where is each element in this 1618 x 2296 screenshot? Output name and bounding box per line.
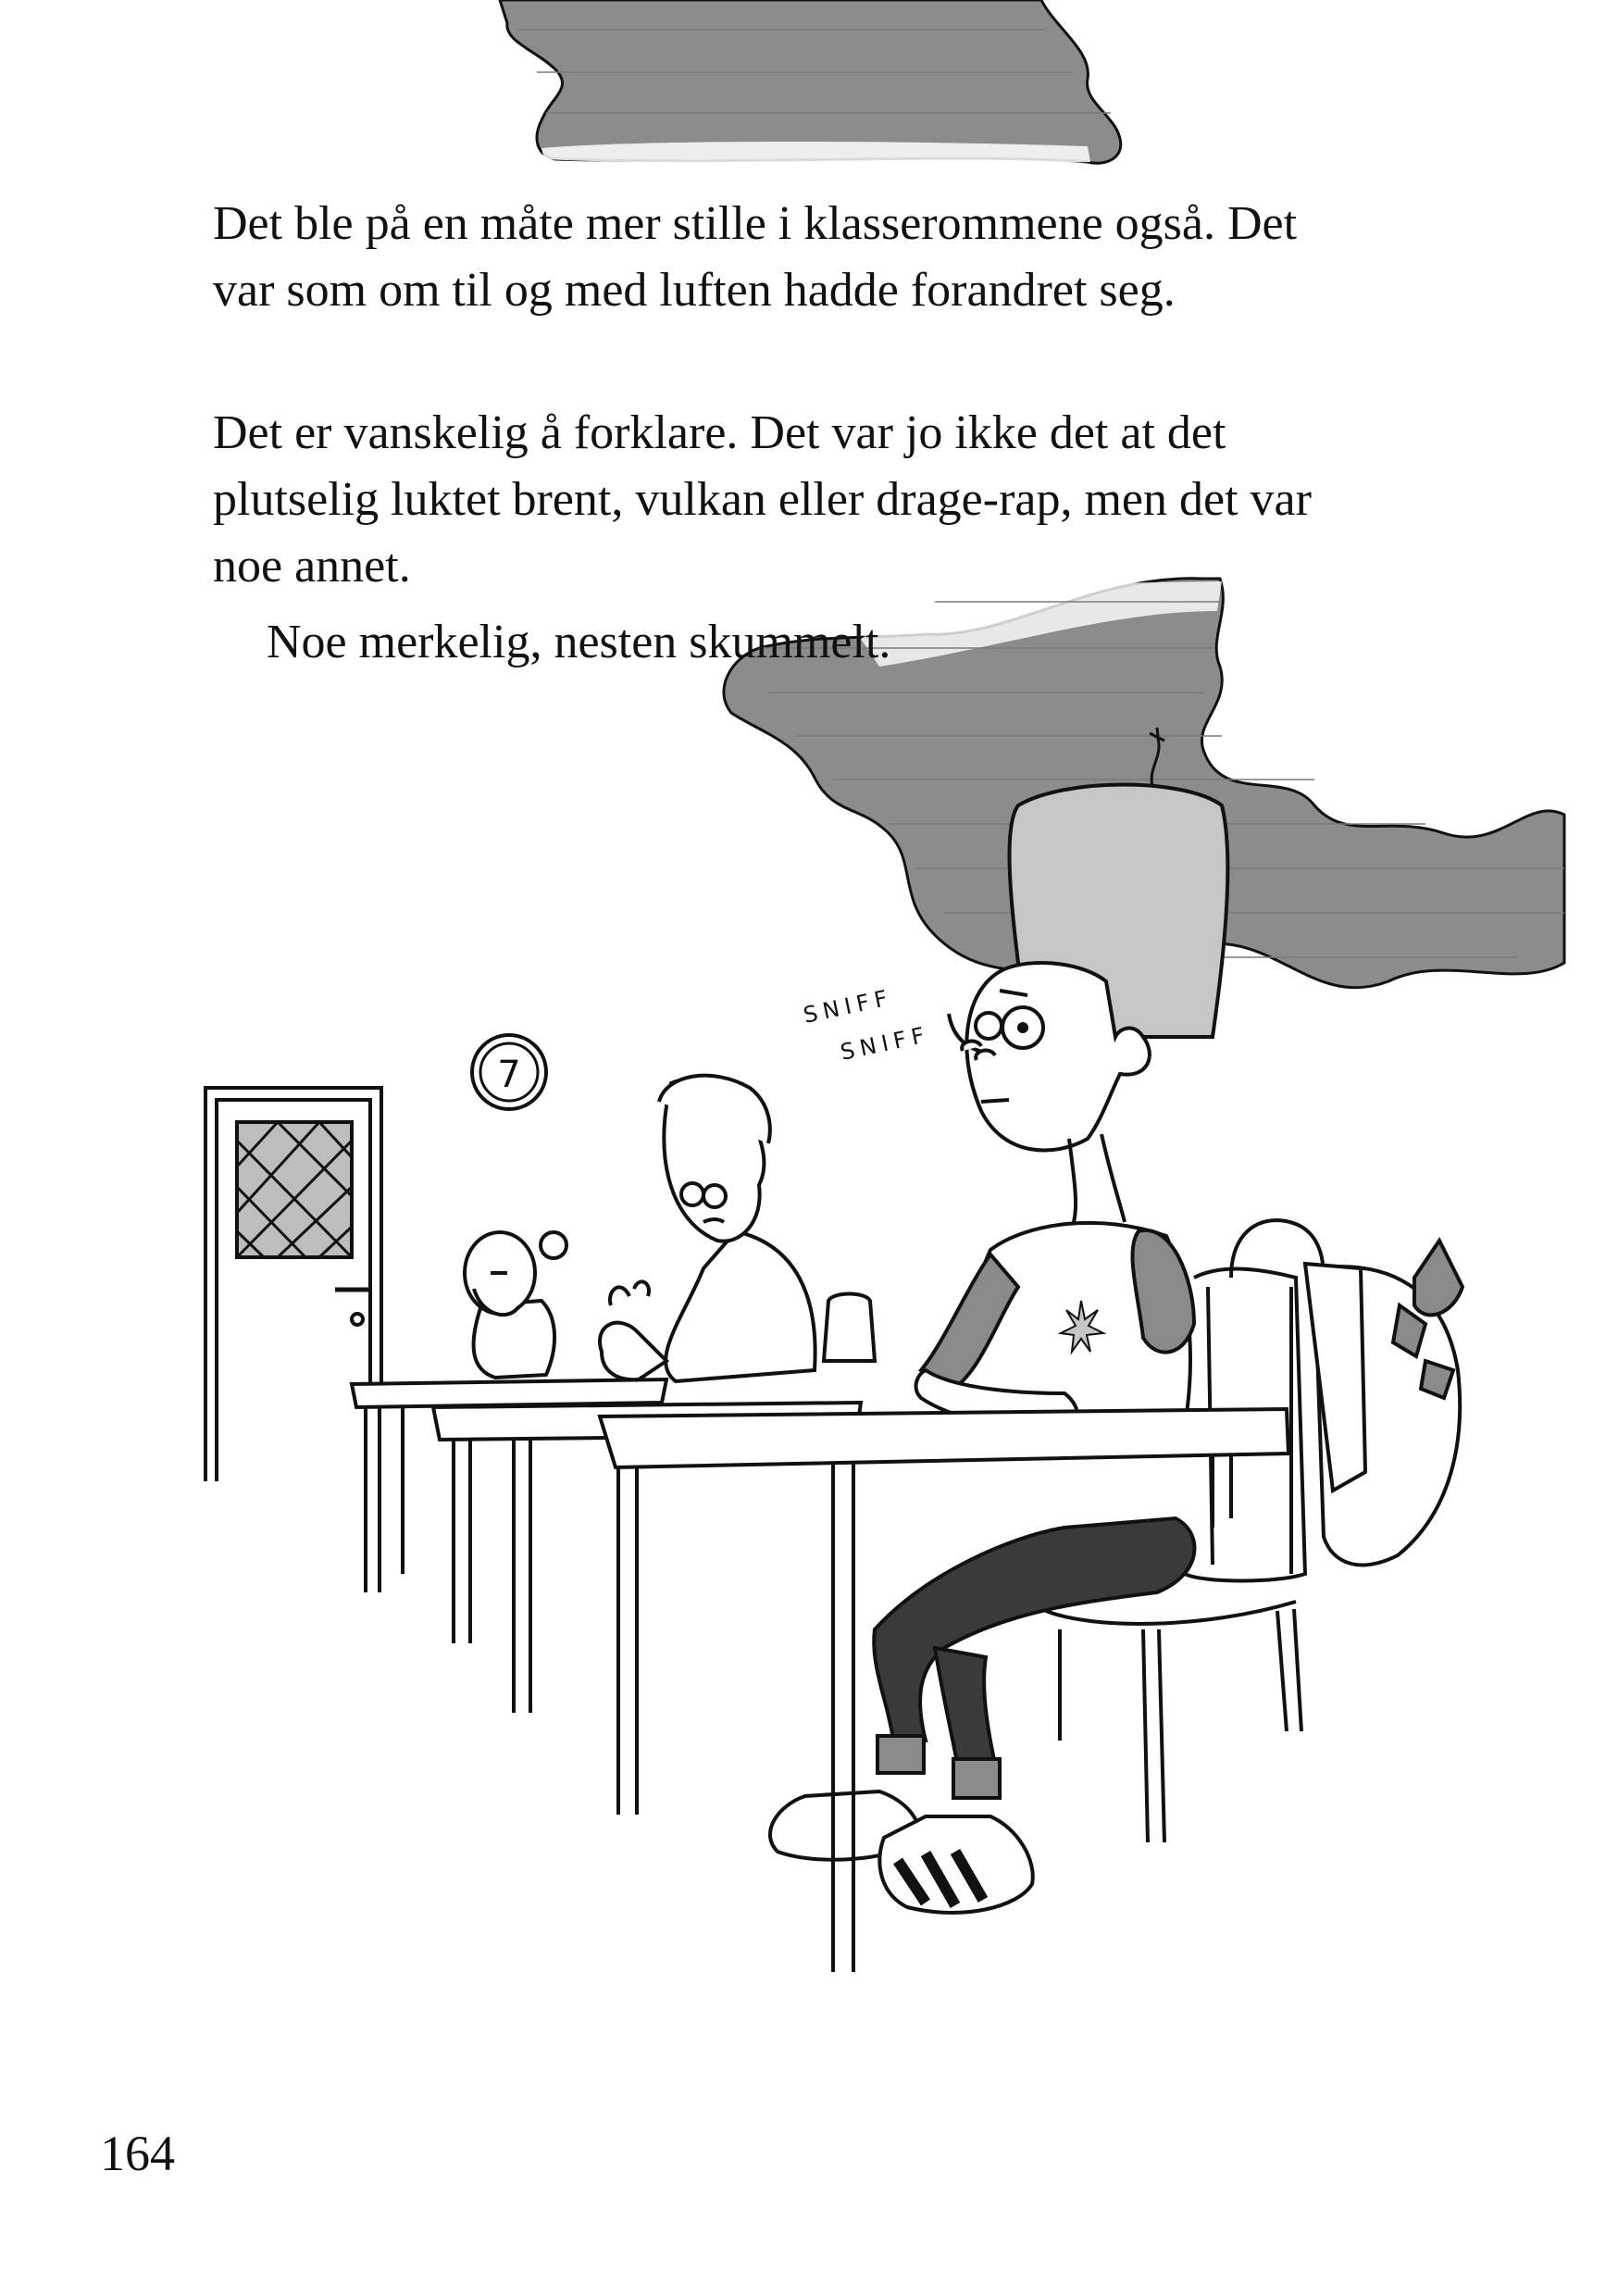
- classroom-door: [205, 1088, 381, 1481]
- paragraph-2-line-1: Det er vanskelig å forklare. Det var jo ikke det at det: [213, 406, 1226, 459]
- main-boy-sleeve: [1133, 1230, 1194, 1353]
- sniff-text-1: SNIFF: [801, 984, 895, 1029]
- paragraph-3-line-1: Noe merkelig, nesten skummelt.: [267, 616, 891, 668]
- paragraph-2-line-3: noe annet.: [213, 540, 411, 593]
- sniff-text-2: SNIFF: [838, 1021, 932, 1066]
- middle-backpack: [824, 1294, 875, 1362]
- paragraph-1-line-1: Det ble på en måte mer stille i klasserommene også. Det: [213, 197, 1298, 250]
- paragraph-1: [213, 191, 1509, 324]
- boy-student: [600, 1076, 815, 1381]
- clock-numeral: 7: [497, 1054, 521, 1096]
- paragraph-1-line-2: var som om til og med luften hadde forandret seg.: [213, 264, 1176, 317]
- paragraph-2: [213, 400, 1509, 600]
- paragraph-2-line-2: plutselig luktet brent, vulkan eller drage-rap, men det var: [213, 473, 1312, 526]
- page-number: 164: [100, 2126, 175, 2181]
- paragraph-3: [267, 609, 1562, 676]
- girl-student: [465, 1232, 566, 1378]
